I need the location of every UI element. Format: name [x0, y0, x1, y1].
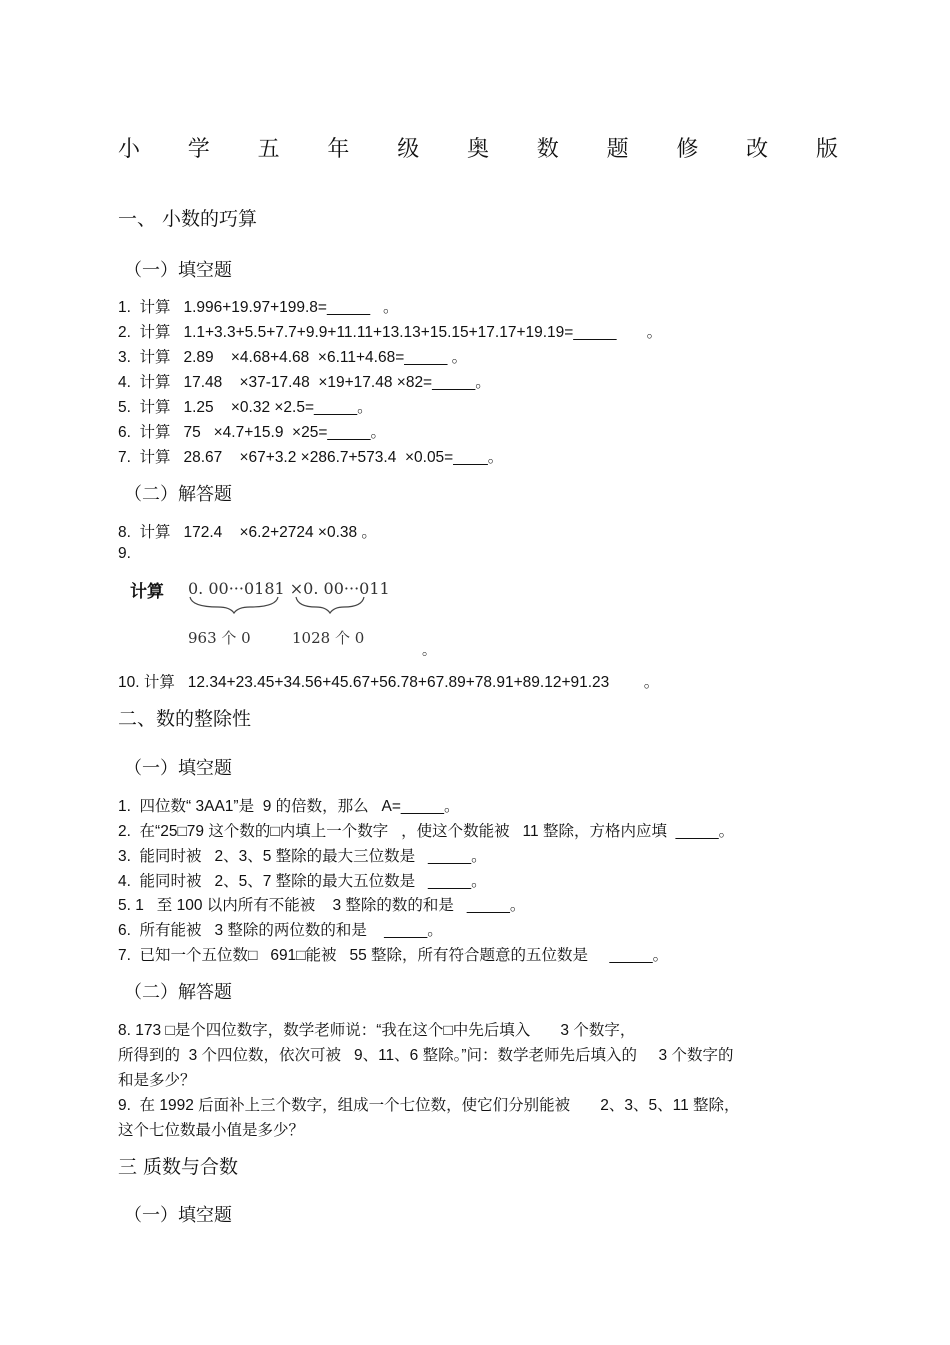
question-text-line: 和是多少？: [118, 1072, 196, 1089]
question-item: 5. 计算 1.25 ×0.32 ×2.5=_____。: [118, 399, 373, 416]
question-number: 9.: [118, 545, 131, 562]
question-item: 8. 计算 172.4 ×6.2+2724 ×0.38 。: [118, 524, 377, 541]
question-item: 10. 计算 12.34+23.45+34.56+45.67+56.78+67.89+78.91+89.12+91.23 。: [118, 674, 660, 691]
document-title: [118, 132, 838, 163]
question-item: 4. 计算 17.48 ×37-17.48 ×19+17.48 ×82=_____。: [118, 374, 491, 391]
brace-caption: 1028 个 0: [292, 629, 365, 647]
question-item: 6. 所有能被 3 整除的两位数的和是 _____。: [118, 922, 443, 939]
subsection-heading: （二）解答题: [124, 982, 232, 1003]
question-item: 2. 计算 1.1+3.3+5.5+7.7+9.9+11.11+13.13+15.15+17.17+19.19=_____ 。: [118, 324, 663, 341]
title-char: 学: [187, 137, 210, 162]
question-text-line: 8. 173 □是个四位数字，数学老师说：“我在这个□中先后填入 3 个数字，: [118, 1022, 636, 1039]
question-item: 4. 能同时被 2、5、7 整除的最大五位数是 _____。: [118, 873, 487, 890]
question-item: 3. 能同时被 2、3、5 整除的最大三位数是 _____。: [118, 848, 487, 865]
brace-graphic: [130, 573, 430, 633]
section-heading: 二、数的整除性: [118, 708, 252, 730]
title-char: 题: [606, 137, 629, 162]
question-item: 3. 计算 2.89 ×4.68+4.68 ×6.11+4.68=_____ 。: [118, 349, 468, 366]
question-text-line: 9. 在 1992 后面补上三个数字，组成一个七位数，使它们分别能被 2、3、5、11 整除，: [118, 1097, 740, 1114]
brace-caption: 963 个 0: [188, 629, 251, 647]
question-item: 1. 计算 1.996+19.97+199.8=_____ 。: [118, 299, 399, 316]
title-char: 级: [397, 137, 420, 162]
section-heading: 一、 小数的巧算: [118, 208, 258, 230]
subsection-heading: （二）解答题: [124, 484, 232, 505]
subsection-heading: （一）填空题: [124, 1205, 232, 1226]
question-item: 1. 四位数“ 3AA1”是 9 的倍数，那么 A=_____。: [118, 798, 460, 815]
title-char: 版: [815, 137, 838, 162]
title-char: 改: [746, 137, 769, 162]
question-item: 6. 计算 75 ×4.7+15.9 ×25=_____。: [118, 424, 386, 441]
title-char: 数: [536, 137, 559, 162]
formula-image: [130, 573, 430, 663]
formula-expression: 0. 00···0181 ×0. 00···011: [188, 579, 390, 598]
subsection-heading: （一）填空题: [124, 260, 232, 281]
subsection-heading: （一）填空题: [124, 758, 232, 779]
question-text-line: 所得到的 3 个四位数，依次可被 9、11、6 整除。”问：数学老师先后填入的 3 个数字的: [118, 1047, 734, 1064]
question-text-line: 这个七位数最小值是多少？: [118, 1122, 305, 1139]
period-mark: 。: [422, 643, 436, 659]
title-char: 五: [257, 137, 280, 162]
question-item: 7. 计算 28.67 ×67+3.2 ×286.7+573.4 ×0.05=____。: [118, 449, 504, 466]
title-char: 奥: [466, 137, 489, 162]
question-item: 7. 已知一个五位数□ 691□能被 55 整除，所有符合题意的五位数是 _____。: [118, 947, 669, 964]
title-char: 修: [676, 137, 699, 162]
question-item: 5. 1 至 100 以内所有不能被 3 整除的数的和是 _____。: [118, 897, 526, 914]
formula-label: 计算: [130, 582, 164, 602]
title-char: 年: [327, 137, 350, 162]
title-char: 小: [118, 137, 141, 162]
section-heading: 三 质数与合数: [118, 1156, 239, 1178]
question-item: 2. 在“25□79 这个数的□内填上一个数字 ，使这个数能被 11 整除，方格内应填 _____。: [118, 823, 735, 840]
